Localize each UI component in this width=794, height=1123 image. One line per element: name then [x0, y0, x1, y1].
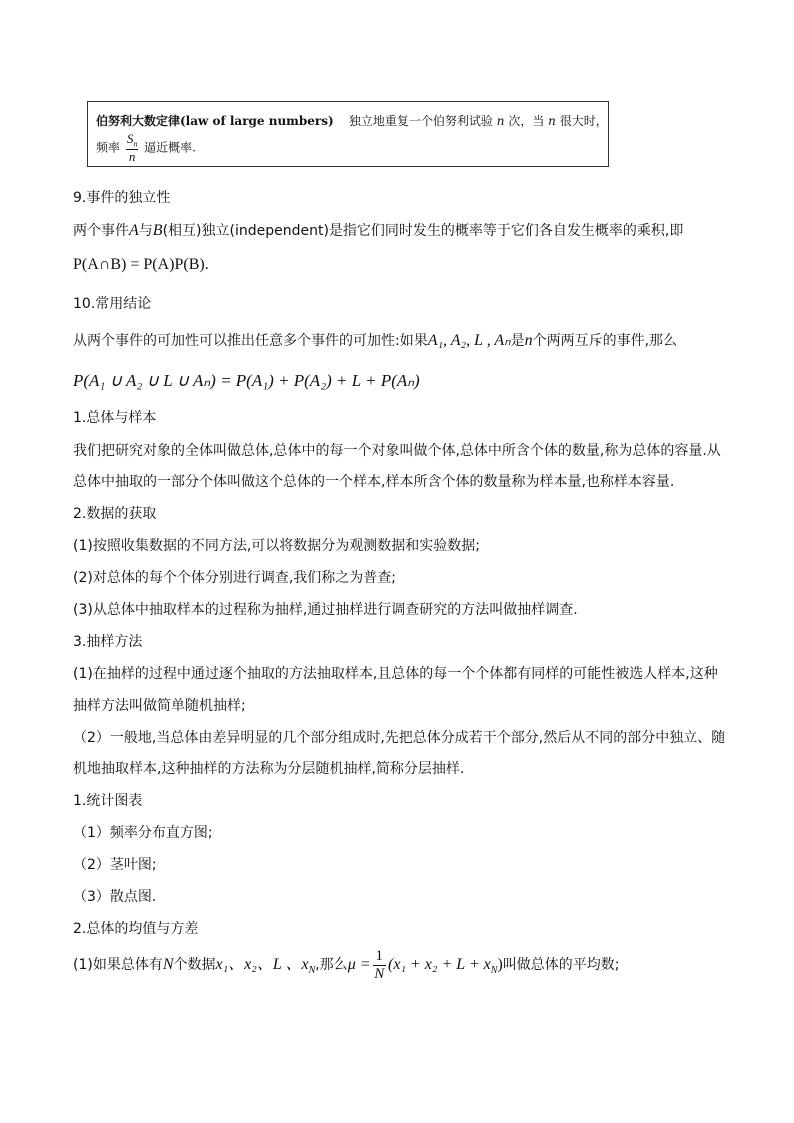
statistical-charts-item-2: （2）茎叶图; — [73, 857, 157, 873]
mean-fraction: $\frac{1}{N}$ — [374, 948, 385, 982]
data-acquisition-item-1: (1)按照收集数据的不同方法,可以将数据分为观测数据和实验数据; — [73, 538, 480, 554]
sampling-methods-heading: 3.抽样方法 — [73, 634, 143, 650]
statistical-charts-heading: 1.统计图表 — [73, 793, 143, 809]
population-sample-heading: 1.总体与样本 — [73, 410, 157, 426]
statistical-charts-item-3: （3）散点图. — [73, 889, 157, 905]
data-acquisition-item-2: (2)对总体的每个个体分别进行调查,我们称之为普查; — [73, 570, 396, 586]
sampling-methods-p1b: 抽样方法叫做简单随机抽样; — [73, 698, 246, 714]
definition-term: 伯努利大数定律(law of large numbers) — [96, 114, 334, 128]
frequency-fraction: $\frac{S_n}{n}$ — [126, 131, 138, 164]
section-10-text: 从两个事件的可加性可以推出任意多个事件的可加性:如果A₁, A₂, L , Aₙ是n个两两互斥的事件,那么 — [73, 332, 678, 349]
statistical-charts-item-1: （1）频率分布直方图; — [73, 825, 213, 841]
definition-box — [87, 101, 609, 167]
data-acquisition-item-3: (3)从总体中抽取样本的过程称为抽样,通过抽样进行调查研究的方法叫做抽样调查. — [73, 602, 578, 618]
definition-line-1: 伯努利大数定律(law of large numbers) 独立地重复一个伯努利试验 n 次，当 n 很大时， — [96, 114, 608, 128]
independence-formula: P(A∩B) = P(A)P(B). — [73, 256, 209, 273]
sampling-methods-p2a: （2）一般地,当总体由差异明显的几个部分组成时,先把总体分成若干个部分,然后从不同的部分中独立、随 — [73, 730, 726, 746]
data-acquisition-heading: 2.数据的获取 — [73, 506, 157, 522]
population-sample-p1: 我们把研究对象的全体叫做总体,总体中的每一个对象叫做个体,总体中所含个体的数量,称为总体的容量.从 — [73, 443, 721, 459]
section-10-heading: 10.常用结论 — [73, 296, 152, 312]
mean-variance-heading: 2.总体的均值与方差 — [73, 921, 199, 937]
sampling-methods-p2b: 机地抽取样本,这种抽样的方法称为分层随机抽样,简称分层抽样. — [73, 761, 465, 777]
population-sample-p2: 总体中抽取的一部分个体叫做这个总体的一个样本,样本所含个体的数量称为样本量,也称样本容量. — [73, 474, 675, 490]
section-9-heading: 9.事件的独立性 — [73, 190, 171, 206]
definition-line-2: 频率 $\frac{S_n}{n}$ 逼近概率. — [96, 131, 196, 164]
sampling-methods-p1a: (1)在抽样的过程中通过逐个抽取的方法抽取样本,且总体的每一个个体都有同样的可能性被选人样本,这种 — [73, 666, 718, 682]
additivity-formula: P(A₁ ∪ A₂ ∪ L ∪ Aₙ) = P(A₁) + P(A₂) + L + P(Aₙ) — [73, 371, 420, 390]
mean-definition: (1)如果总体有N个数据x₁、x₂、L 、$x_N$,那么μ = $\frac{1}{N}$ $(x_1 + x_2 + L + x_N)$叫做总体的平均数; — [73, 948, 620, 982]
section-9-text: 两个事件A与B(相互)独立(independent)是指它们同时发生的概率等于它们各自发生概率的乘积,即 — [73, 222, 684, 239]
